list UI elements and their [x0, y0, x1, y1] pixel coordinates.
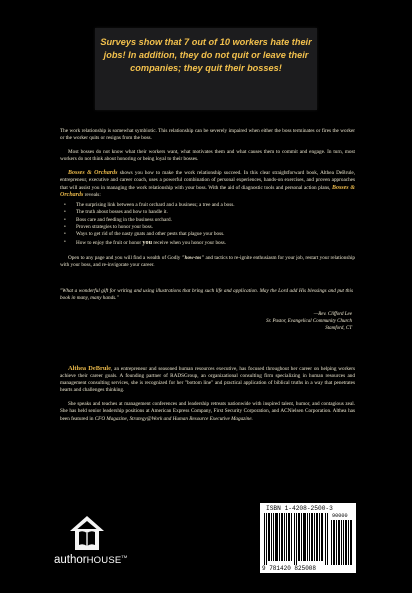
trademark: TM: [121, 554, 128, 560]
paragraph-relationship: The work relationship is somewhat symbiotic. This relationship can be severely impaired when either the boss terminates or fires the worker or the worker quits or resigns from the boss.: [60, 128, 355, 142]
emphasis-you: you: [142, 238, 153, 246]
list-item: • Ways to get rid of the nasty gnats and other pests that plague your boss.: [76, 231, 355, 238]
testimonial-location: Stamford, CT: [325, 326, 352, 332]
how-tos-emphasis: "how-tos": [181, 255, 205, 262]
price-code: 90000: [332, 513, 348, 519]
testimonial-title: Sr. Pastor, Evangelical Community Church: [266, 319, 352, 325]
list-item: • Boss care and feeding in the business orchard.: [76, 217, 355, 224]
headline-text: Surveys show that 7 out of 10 workers hate their jobs! In addition, they do not quit or leave their companies; they quit their bosses!: [100, 37, 312, 73]
list-item-text: How to enjoy the fruit or honor: [76, 239, 143, 246]
book-title-repeat: Bosses & Orchards: [60, 184, 355, 198]
description-block: [60, 128, 355, 276]
list-item: • The truth about bosses and how to handle it.: [76, 209, 355, 216]
author-bio-block: [60, 365, 355, 430]
wordmark-author: author: [54, 554, 87, 566]
list-item: [76, 239, 355, 247]
ean-number: 9 781420 825008: [262, 565, 317, 572]
ean-barcode-bars: [264, 513, 328, 565]
list-item: • The surprising link between a fruit orchard and a business; a tree and a boss.: [76, 202, 355, 209]
testimonial-quote: "What a wonderful gift for writing and using illustrations that bring such life and application. May the Lord add His blessings and put this book in many, many hands.": [60, 288, 353, 302]
book-house-icon: [67, 512, 107, 552]
author-bio-paragraph-1: [60, 365, 355, 394]
how-tos-post: and tactics to re-ignite enthusiasm for your job, restart your relationship with your boss, and re-invigorate your career.: [60, 255, 356, 269]
publisher-logo: [54, 512, 128, 572]
list-item: • Proven strategies to honor your boss.: [76, 224, 355, 231]
addon-barcode-bars: [331, 520, 353, 565]
reveals-list: [60, 202, 355, 247]
publications-list: CFO Magazine, Strategy@Work and Human Resource Executive Magazine.: [94, 415, 253, 422]
testimonial-attribution: [152, 311, 352, 332]
author-bio-text-2: She speaks and teaches at management conferences and leadership retreats nationwide with inspired talent, humor, and contagious zeal. She has held senior leadership positions at American Express Company, First Security Corporation, and ACNielsen Corporation. Althea has been featured in: [60, 401, 355, 422]
publisher-wordmark: [54, 554, 126, 566]
headline-banner: [95, 28, 317, 110]
paragraph-book-intro: [60, 170, 355, 198]
author-bio-text: , an entrepreneur and seasoned human resources executive, has focused throughout her career on helping workers achieve their career goals. A founding partner of RADSGroup, an organizational consulting firm specializing in human resources and management consulting services, she is recognized for her "bottom line" and practical application of biblical truths in a way that penetrates hearts and challenges thinking.: [60, 366, 356, 394]
paragraph-bosses: Most bosses do not know what their workers want, what motivates them and what causes them to commit and engage. In turn, most workers do not think about honoring or being loyal to their bosses.: [60, 149, 355, 163]
author-name: Althea DeBrule: [68, 365, 111, 372]
isbn-barcode: [260, 503, 356, 573]
isbn-label: ISBN 1-4208-2500-3: [266, 505, 333, 512]
book-title: Bosses & Orchards: [68, 170, 118, 177]
how-tos-pre: Open to any page and you will find a wealth of Godly: [68, 255, 182, 262]
book-intro-text: shows you how to make the work relationship succeed. In this clear straightforward book, Althea DeBrule, entrepreneur, executive and career coach, uses a powerful combination of personal experiences, hands-on exercises, and proven approaches that will assist you in managing the work relationship with your boss. With the aid of diagnostic tools and personal action plans,: [60, 170, 355, 191]
book-intro-tail: reveals:: [83, 191, 101, 198]
testimonial-name: —Rev. Clifford Lee: [313, 312, 352, 317]
paragraph-how-tos: [60, 255, 355, 269]
list-item-text-end: receive when you honor your boss.: [152, 239, 226, 246]
wordmark-house: HOUSE: [86, 555, 122, 566]
author-bio-paragraph-2: [60, 401, 355, 422]
